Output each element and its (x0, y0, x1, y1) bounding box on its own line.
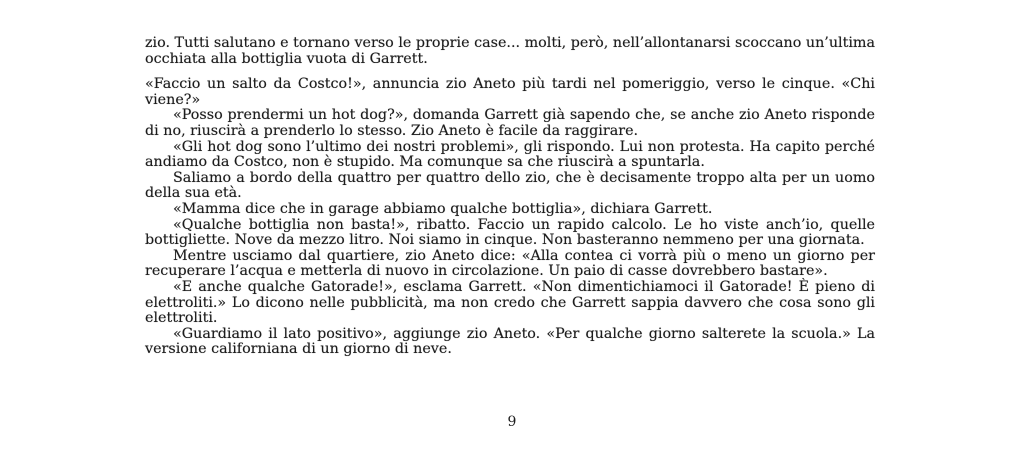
paragraph: «Faccio un salto da Costco!», annuncia zio Aneto più tardi nel pomeriggio, verso le cinque. «Chi viene?» (145, 76, 875, 108)
paragraph: «Qualche bottiglia non basta!», ribatto. Faccio un rapido calcolo. Le ho viste anch’io, quelle bottigliette. Nove da mezzo litro. Noi siamo in cinque. Non basteranno nemmeno per una giornata. (145, 216, 875, 249)
book-page-text (145, 36, 875, 358)
paragraph: «Guardiamo il lato positivo», aggiunge zio Aneto. «Per qualche giorno salterete la scuola.» La versione californiana di un giorno di neve. (145, 325, 875, 358)
paragraph: «E anche qualche Gatorade!», esclama Garrett. «Non dimentichiamoci il Gatorade! È pieno di elettroliti.» Lo dicono nelle pubblicità, ma non credo che Garrett sappia davvero che cosa sono gli elettroliti. (145, 278, 875, 327)
page-number: 9 (507, 414, 517, 430)
paragraph: Saliamo a bordo della quattro per quattro dello zio, che è decisamente troppo alta per un uomo della sua età. (145, 169, 875, 202)
paragraph: zio. Tutti salutano e tornano verso le proprie case... molti, però, nell’allontanarsi scoccano un’ultima occhiata alla bottiglia vuota di Garrett. (145, 35, 875, 67)
paragraph: «Mamma dice che in garage abbiamo qualche bottiglia», dichiara Garrett. (173, 200, 713, 217)
paragraph: Mentre usciamo dal quartiere, zio Aneto dice: «Alla contea ci vorrà più o meno un giorno per recuperare l’acqua e metterla di nuovo in circolazione. Un paio di casse dovrebbero bastare». (145, 247, 875, 280)
paragraph: «Posso prendermi un hot dog?», domanda Garrett già sapendo che, se anche zio Aneto risponde di no, riuscirà a prenderlo lo stesso. Zio Aneto è facile da raggirare. (145, 107, 875, 139)
paragraph: «Gli hot dog sono l’ultimo dei nostri problemi», gli rispondo. Lui non protesta. Ha capito perché andiamo da Costco, non è stupido. Ma comunque sa che riuscirà a spuntarla. (145, 138, 875, 171)
